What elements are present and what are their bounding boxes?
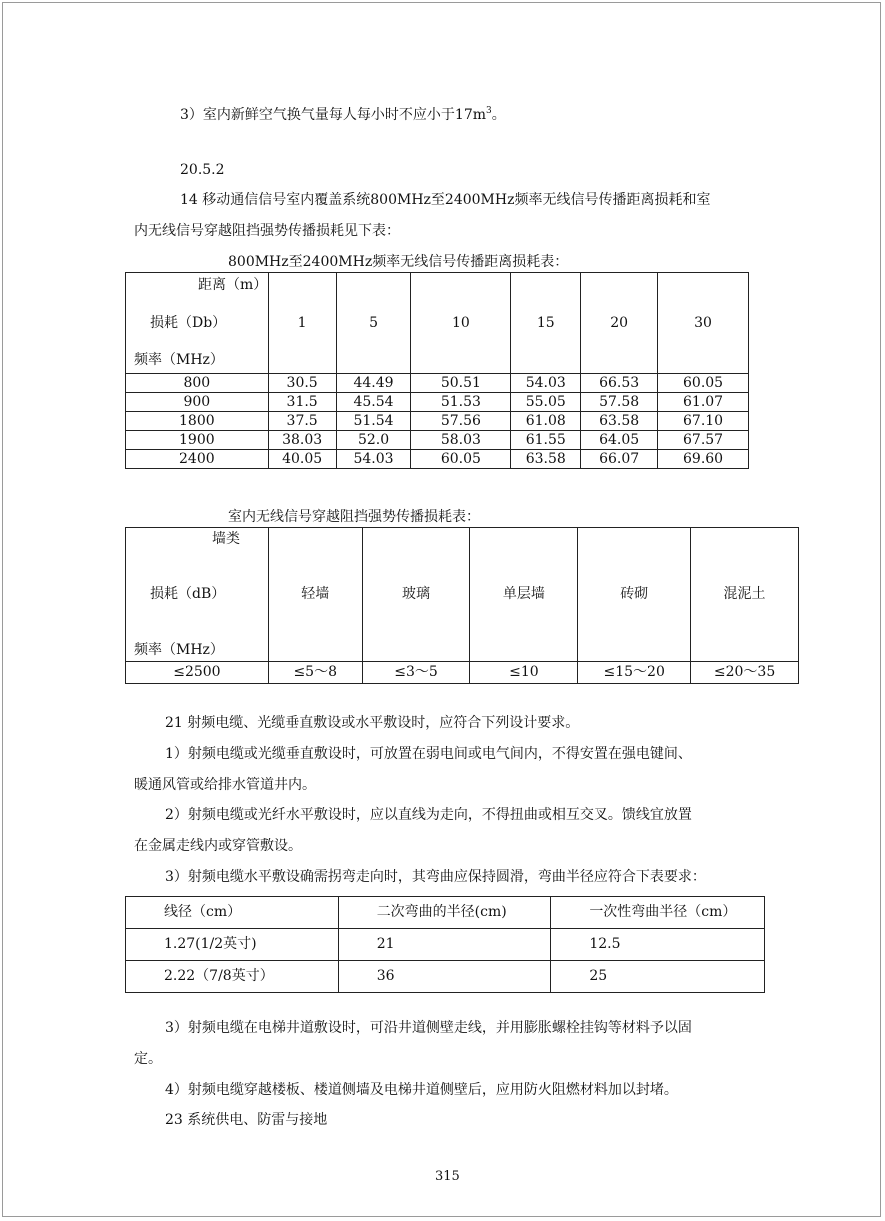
table2-caption: 室内无线信号穿越阻挡强势传播损耗表： <box>228 509 480 525</box>
row-frequency: 2400 <box>126 450 269 469</box>
table-row <box>126 961 765 993</box>
table-header-row <box>126 528 799 662</box>
paragraph-firestop: 4）射频电缆穿越楼板、楼道侧墙及电梯井道侧壁后，应用防火阻燃材料加以封堵。 <box>165 1082 678 1098</box>
paragraph-horizontal-line1: 2）射频电缆或光纤水平敷设时，应以直线为走向，不得扭曲或相互交叉。馈线宜放置 <box>165 807 692 823</box>
table-cell: 58.03 <box>411 431 511 450</box>
table-cell: 67.57 <box>658 431 749 450</box>
table-cell: 21 <box>338 929 551 961</box>
row-frequency: 900 <box>126 393 269 412</box>
column-header: 30 <box>658 273 749 374</box>
table-cell: 51.54 <box>336 412 411 431</box>
paragraph-vertical-line2: 暖通风管或给排水管道井内。 <box>134 777 316 793</box>
column-header: 砖砌 <box>578 528 691 662</box>
table-cell: 44.49 <box>336 374 411 393</box>
page-number: 315 <box>435 1169 460 1184</box>
header-wall-type: 墙类 <box>212 531 240 547</box>
table-row <box>126 662 799 684</box>
table-cell: ≤15～20 <box>578 662 691 684</box>
table-row <box>126 431 749 450</box>
table-cell: 25 <box>551 961 765 993</box>
table-cell: 61.08 <box>511 412 581 431</box>
column-header: 10 <box>411 273 511 374</box>
table-cell: ≤20～35 <box>691 662 799 684</box>
column-header: 15 <box>511 273 581 374</box>
paragraph-14-line2: 内无线信号穿越阻挡强势传播损耗见下表： <box>134 223 400 239</box>
table-cell: 61.55 <box>511 431 581 450</box>
header-frequency: 频率（MHz） <box>134 352 224 368</box>
table-cell: 30.5 <box>268 374 336 393</box>
table-header-row <box>126 897 765 929</box>
paragraph-horizontal-line2: 在金属走线内或穿管敷设。 <box>134 838 302 854</box>
table-cell: 69.60 <box>658 450 749 469</box>
table-cell: 36 <box>338 961 551 993</box>
paragraph-14-line1: 14 移动通信信号室内覆盖系统800MHz至2400MHz频率无线信号传播距离损耗和室 <box>180 192 711 208</box>
diagonal-header-cell <box>126 273 269 374</box>
table-cell: 52.0 <box>336 431 411 450</box>
table-cell: 2.22（7/8英寸） <box>126 961 339 993</box>
table-cell: 66.53 <box>581 374 658 393</box>
table-cell: 38.03 <box>268 431 336 450</box>
table1-caption: 800MHz至2400MHz频率无线信号传播距离损耗表： <box>228 254 569 270</box>
paragraph-23: 23 系统供电、防雷与接地 <box>165 1112 328 1128</box>
table-cell: 37.5 <box>268 412 336 431</box>
header-distance: 距离（m） <box>198 277 268 293</box>
diagonal-header-cell <box>126 528 269 662</box>
table-cell: 60.05 <box>658 374 749 393</box>
table-row <box>126 374 749 393</box>
paragraph-vertical-line1: 1）射频电缆或光缆垂直敷设时，可放置在弱电间或电气间内，不得安置在强电键间、 <box>165 746 692 762</box>
table-cell: 31.5 <box>268 393 336 412</box>
table-cell: 57.58 <box>581 393 658 412</box>
table-cell: 57.56 <box>411 412 511 431</box>
header-frequency: 频率（MHz） <box>134 642 224 658</box>
table-cell: 64.05 <box>581 431 658 450</box>
table-row <box>126 450 749 469</box>
table-cell: ≤3～5 <box>362 662 470 684</box>
row-frequency: 1900 <box>126 431 269 450</box>
table-row <box>126 393 749 412</box>
table-row <box>126 412 749 431</box>
table-cell: ≤10 <box>470 662 578 684</box>
column-header: 混泥土 <box>691 528 799 662</box>
paragraph-air-exchange: 3）室内新鲜空气换气量每人每小时不应小于$17m^3$。 <box>180 106 506 123</box>
table-header-row <box>126 273 749 374</box>
column-header: 轻墙 <box>268 528 362 662</box>
paragraph-elevator-line2: 定。 <box>134 1051 162 1067</box>
column-header: 20 <box>581 273 658 374</box>
paragraph-elevator-line1: 3）射频电缆在电梯井道敷设时，可沿井道侧壁走线，并用膨胀螺栓挂钩等材料予以固 <box>165 1020 692 1036</box>
table-cell: 67.10 <box>658 412 749 431</box>
column-header: 二次弯曲的半径(cm) <box>338 897 551 929</box>
header-loss: 损耗（Db） <box>150 315 227 331</box>
table-cell: 54.03 <box>511 374 581 393</box>
row-frequency: 800 <box>126 374 269 393</box>
table-row <box>126 929 765 961</box>
paragraph-bend: 3）射频电缆水平敷设确需拐弯走向时，其弯曲应保持圆滑，弯曲半径应符合下表要求： <box>165 869 706 885</box>
table-cell: 1.27(1/2英寸) <box>126 929 339 961</box>
distance-loss-table <box>125 272 749 469</box>
column-header: 玻璃 <box>362 528 470 662</box>
table-cell: 63.58 <box>581 412 658 431</box>
table-cell: 61.07 <box>658 393 749 412</box>
row-frequency: 1800 <box>126 412 269 431</box>
column-header: 1 <box>268 273 336 374</box>
wall-loss-table <box>125 527 799 684</box>
table-cell: 66.07 <box>581 450 658 469</box>
table-cell: 45.54 <box>336 393 411 412</box>
column-header: 一次性弯曲半径（cm） <box>551 897 765 929</box>
bend-radius-table <box>125 896 765 993</box>
column-header: 5 <box>336 273 411 374</box>
table-cell: 12.5 <box>551 929 765 961</box>
row-frequency: ≤2500 <box>126 662 269 684</box>
paragraph-21: 21 射频电缆、光缆垂直敷设或水平敷设时，应符合下列设计要求。 <box>165 715 580 731</box>
column-header: 线径（cm） <box>126 897 339 929</box>
table-cell: 55.05 <box>511 393 581 412</box>
column-header: 单层墙 <box>470 528 578 662</box>
table-cell: 40.05 <box>268 450 336 469</box>
table-cell: ≤5～8 <box>268 662 362 684</box>
table-cell: 63.58 <box>511 450 581 469</box>
table-cell: 50.51 <box>411 374 511 393</box>
header-loss: 损耗（dB） <box>150 586 226 602</box>
section-number: 20.5.2 <box>180 162 225 178</box>
table-cell: 51.53 <box>411 393 511 412</box>
table-cell: 54.03 <box>336 450 411 469</box>
table-cell: 60.05 <box>411 450 511 469</box>
